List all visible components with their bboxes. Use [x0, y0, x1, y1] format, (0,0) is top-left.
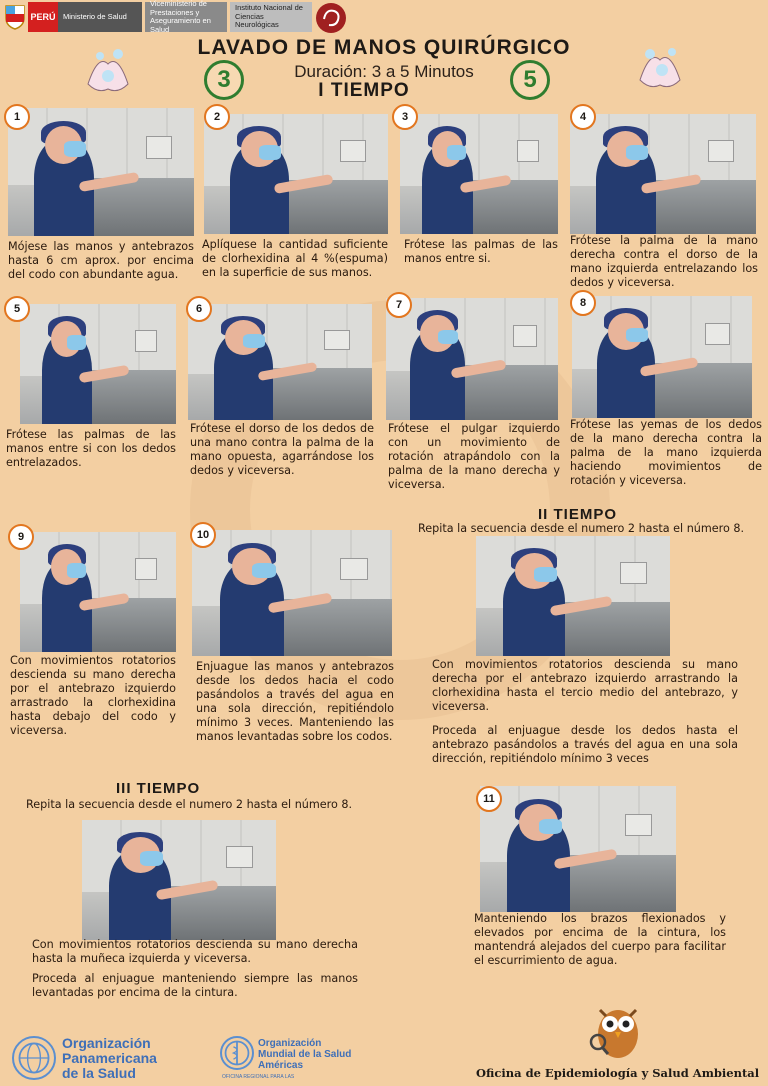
step-11-photo: [480, 786, 676, 912]
step-10-photo: [192, 530, 392, 656]
office-name: Oficina de Epidemiología y Salud Ambiental: [476, 1066, 760, 1080]
duration-text: Duración: 3 a 5 Minutos: [294, 62, 474, 81]
step-2-photo: [204, 114, 388, 234]
step-number: 9: [8, 524, 34, 550]
step-7-text: Frótese el pulgar izquierdo con un movimiento de rotación atrapándolo con la palma de la mano derecha y viceversa.: [388, 422, 560, 491]
step-6-text: Frótese el dorso de los dedos de una mano contra la palma de la mano opuesta, agarrándose los dedos y viceversa.: [190, 422, 374, 477]
step-9-photo: [20, 532, 176, 652]
tiempo-2-photo: [476, 536, 670, 656]
step-number: 3: [392, 104, 418, 130]
washing-hands-icon: [630, 40, 690, 96]
peru-shield-icon: [4, 4, 26, 30]
step-number: 8: [570, 290, 596, 316]
step-1-photo: [8, 108, 194, 236]
step-6-photo: [188, 304, 372, 420]
tiempo-2-repeat-text: Repita la secuencia desde el numero 2 hasta el número 8.: [418, 522, 745, 535]
step-8-photo: [572, 296, 752, 418]
step-4-text: Frótese la palma de la mano derecha contra el dorso de la mano izquierda entrelazando los dedos y viceversa.: [570, 234, 758, 289]
step-number: 4: [570, 104, 596, 130]
washing-hands-icon: [78, 44, 138, 100]
tiempo-3-photo: [82, 820, 276, 940]
ops-logo-text: Organización Panamericana de la Salud: [62, 1035, 157, 1081]
step-4-photo: [570, 114, 756, 234]
tiempo-3-heading: III TIEMPO: [116, 780, 201, 797]
oms-subtitle: OFICINA REGIONAL PARA LAS: [222, 1074, 295, 1080]
step-number: 5: [4, 296, 30, 322]
tiempo-3-text-1: Con movimientos rotatorios descienda su mano derecha hasta la muñeca izquierda y viceversa.: [32, 938, 358, 965]
instituto-logo: Instituto Nacional de Ciencias Neurológicas: [230, 2, 312, 32]
tiempo-3-repeat-text: Repita la secuencia desde el numero 2 hasta el número 8.: [26, 798, 353, 811]
timer-3-icon: 3: [204, 60, 244, 100]
oms-globe-icon: [220, 1036, 254, 1070]
step-11-text: Manteniendo los brazos flexionados y elevados por encima de la cintura, los mantendrá alejados del cuerpo para facilitar el escurrimiento de agua.: [474, 912, 726, 967]
tiempo-3-text-2: Proceda al enjuague manteniendo siempre las manos levantadas por encima de la cintura.: [32, 972, 358, 999]
instituto-emblem-icon: [316, 3, 346, 33]
step-number: 2: [204, 104, 230, 130]
tiempo-1-heading: I TIEMPO: [318, 80, 410, 101]
tiempo-2-text-1: Con movimientos rotatorios descienda su mano derecha por el antebrazo izquierdo arrastrando la clorhexidina hasta el tercio medio del antebrazo, y viceversa.: [432, 658, 738, 713]
step-9-text: Con movimientos rotatorios descienda su mano derecha por el antebrazo izquierdo arrastrado la clorhexidina hasta debajo del codo y viceversa.: [10, 654, 176, 737]
step-number: 10: [190, 522, 216, 548]
peru-logo: PERÚ: [28, 2, 58, 32]
oms-logo-text: Organización Mundial de la Salud Américas: [258, 1038, 352, 1071]
tiempo-2-heading: II TIEMPO: [538, 506, 618, 523]
step-3-photo: [400, 114, 558, 234]
step-1-text: Mójese las manos y antebrazos hasta 6 cm aprox. por encima del codo con abundante agua.: [8, 240, 194, 281]
step-10-text: Enjuague las manos y antebrazos desde los dedos hacia el codo pasándolos a través del agua en una sola dirección, repitiéndolo mínimo 3 veces. Manteniendo las manos levantadas sobre los codos.: [196, 660, 394, 743]
step-5-photo: [20, 304, 176, 424]
step-number: 11: [476, 786, 502, 812]
step-5-text: Frótese las palmas de las manos entre si con los dedos entrelazados.: [6, 428, 176, 469]
ops-globe-icon: [12, 1036, 56, 1080]
page-title: LAVADO DE MANOS QUIRÚRGICO: [197, 36, 571, 59]
step-3-text: Frótese las palmas de las manos entre si.: [404, 238, 558, 265]
step-8-text: Frótese las yemas de los dedos de la mano derecha contra la palma de la mano izquierda haciendo movimientos de rotación y viceversa.: [570, 418, 762, 487]
tiempo-2-text-2: Proceda al enjuague desde los dedos hasta el antebrazo pasándolos a través del agua en una sola dirección, repitiéndolo mínimo 3 veces: [432, 724, 738, 765]
step-7-photo: [386, 298, 558, 420]
step-number: 7: [386, 292, 412, 318]
step-number: 1: [4, 104, 30, 130]
viceministerio-logo: Viceministerio de Prestaciones y Aseguramiento en Salud: [145, 2, 227, 32]
timer-5-icon: 5: [510, 60, 550, 100]
ministerio-logo: Ministerio de Salud: [58, 2, 142, 32]
step-2-text: Aplíquese la cantidad suficiente de clorhexidina al 4 %(espuma) en la superficie de sus manos.: [202, 238, 388, 279]
owl-mascot-icon: [588, 996, 646, 1060]
step-number: 6: [186, 296, 212, 322]
